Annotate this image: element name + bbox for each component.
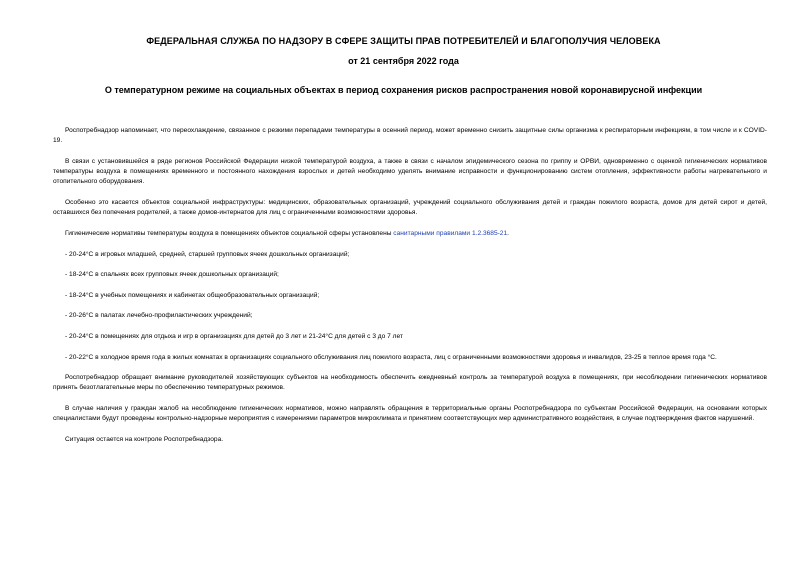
norm-item-elderly-care: - 20-22°С в холодное время года в жилых комнатах в организациях социального обслуживания лиц пожилого возраста, лиц с ограниченными возможностями здоровья и инвалидов, 23-25 в теплое время года °С. xyxy=(65,353,717,361)
paragraph-complaints: В случае наличия у граждан жалоб на несоблюдение гигиенических нормативов, можно направлять обращения в территориальные органы Роспотребнадзора по субъектам Российской Федерации, на основании которых специалистами будут проведены контрольно-надзорные мероприятия с измерениями параметров микроклимата и принятием соответствующих мер административного воздействия, в случае подтверждения фактов нарушений. xyxy=(53,405,767,423)
document-date: от 21 сентября 2022 года xyxy=(348,56,459,66)
norms-text-prefix: Гигиенические нормативы температуры воздуха в помещениях объектов социальной сферы установлены xyxy=(65,229,394,237)
paragraph-closing: Ситуация остается на контроле Роспотребнадзора. xyxy=(65,435,224,443)
document-title: О температурном режиме на социальных объектах в период сохранения рисков распространения новой коронавирусной инфекции xyxy=(104,85,703,95)
paragraph-reminder: Роспотребнадзор напоминает, что переохлаждение, связанное с резкими перепадами температуры в осенний период, может временно снизить защитные силы организма к респираторным инфекциям, в том числе и к COVID-19. xyxy=(53,127,767,145)
document-body xyxy=(53,126,767,456)
paragraph-hygienic-norms xyxy=(53,229,767,239)
paragraph-social-infrastructure: Особенно это касается объектов социальной инфраструктуры: медицинских, образовательных организаций, учреждений социального обслуживания детей и граждан пожилого возраста, домов для детей сирот и детей, оставшихся без попечения родителей, а также домов-интернатов для лиц с ограниченными возможностями здоровья. xyxy=(53,199,767,217)
sanitary-rules-link[interactable]: санитарными правилами 1.2.3685-21 xyxy=(393,229,508,237)
norm-item-preschool-sleep: - 18-24°С в спальнях всех групповых ячеек дошкольных организаций; xyxy=(65,271,279,279)
norm-item-young-children: - 20-24°С в помещениях для отдыха и игр в организациях для детей до 3 лет и 21-24°С для детей с 3 до 7 лет xyxy=(65,332,403,340)
norm-item-hospital-wards: - 20-26°С в палатах лечебно-профилактических учреждений; xyxy=(65,312,253,320)
norms-text-suffix: . xyxy=(507,229,509,237)
organization-heading: ФЕДЕРАЛЬНАЯ СЛУЖБА ПО НАДЗОРУ В СФЕРЕ ЗАЩИТЫ ПРАВ ПОТРЕБИТЕЛЕЙ И БЛАГОПОЛУЧИЯ ЧЕЛОВЕКА xyxy=(146,36,661,46)
paragraph-heating-systems: В связи с установившейся в ряде регионов Российской Федерации низкой температурой воздуха, а также в связи с началом эпидемического сезона по гриппу и ОРВИ, одновременно с оценкой гигиенических нормативов температуры воздуха в помещениях временного и постоянного нахождения взрослых и детей необходимо уделять внимание исправности и функционированию систем отопления, эффективности работы нагревательного и отопительного оборудования. xyxy=(53,157,767,186)
norm-item-preschool-play: - 20-24°С в игровых младшей, средней, старшей групповых ячеек дошкольных организаций; xyxy=(65,250,350,258)
paragraph-daily-control: Роспотребнадзор обращает внимание руководителей хозяйствующих субъектов на необходимость обеспечить ежедневный контроль за температурой воздуха в помещениях, при несоблюдении гигиенических нормативов принять безотлагательные меры по обеспечению температурных режимов. xyxy=(53,374,767,392)
norm-item-school-classrooms: - 18-24°С в учебных помещениях и кабинетах общеобразовательных организаций; xyxy=(65,291,320,299)
